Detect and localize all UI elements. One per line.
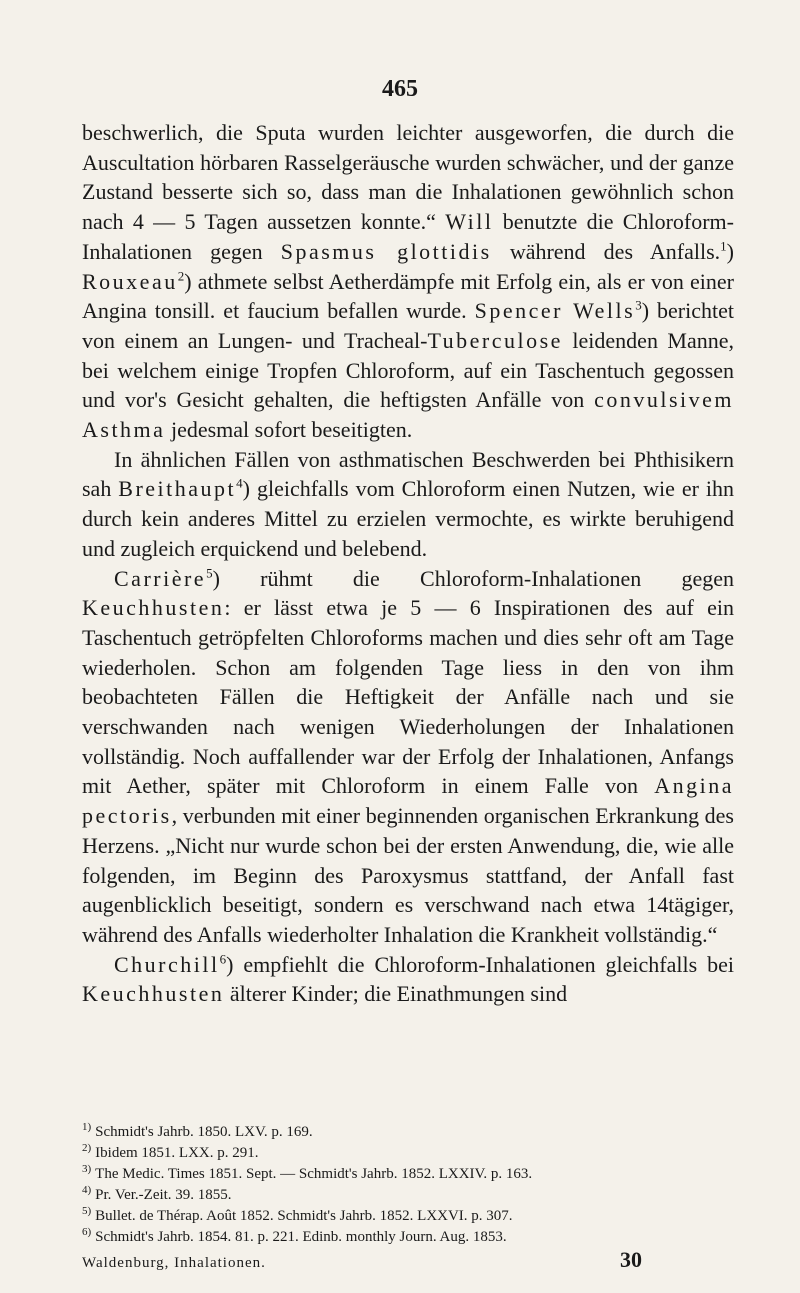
- emphasized-name: Tuberculose: [427, 327, 563, 353]
- text-run: rühmt die Chloroform-Inhalationen gegen: [219, 565, 734, 591]
- footnote-mark: 1): [82, 1122, 92, 1133]
- footnote-mark: 4): [82, 1185, 92, 1196]
- text-run: empfiehlt die Chloroform-Inhalationen gleichfalls bei: [233, 951, 734, 977]
- emphasized-name: Churchill: [114, 951, 220, 977]
- signature-row: [82, 1249, 734, 1274]
- printer-signature: Waldenburg, Inhalationen.: [82, 1255, 266, 1271]
- footnote: [82, 1143, 734, 1164]
- text-run: , verbunden mit einer beginnenden organischen Erkrankung des Herzens. „Nicht nur wurde schon bei der ersten Anwendung, die, wie alle folgenden, im Beginn des Paroxysmus stattfand, der Anfall fast augenblicklich beseitigt, sondern es verschwand nach etwa 14tägiger, während des Anfalls wiederholter Inhalation die Krankheit vollständig.“: [82, 803, 734, 947]
- text-run: : er lässt etwa je 5 — 6 Inspirationen des auf ein Taschentuch getröpfelten Chloroforms machen und dies sehr oft am Tage wiederholen. Schon am folgenden Tage liess in den von ihm beobachteten Fällen die Heftigkeit der Anfälle nach und sie verschwanden nach wenigen Wiederholungen der Inhalationen vollständig. Noch auffallender war der Erfolg der Inhalationen, Anfangs mit Aether, später mit Chloroform in einem Falle von: [82, 595, 734, 799]
- footnote: [82, 1227, 734, 1248]
- emphasized-name: Keuchhusten: [82, 981, 225, 1007]
- emphasized-name: Breithaupt: [118, 476, 237, 502]
- paragraph: In ähnlichen Fällen von asthmatischen Beschwerden bei Phthisikern sah Breithaupt$^4$) gleichfalls vom Chloroform einen Nutzen, wie er ihn durch kein anderes Mittel zu erzielen vermochte, es wirkte beruhigend und zugleich erquickend und belebend.: [82, 446, 734, 561]
- footnote-text: Ibidem 1851. LXX. p. 291.: [95, 1145, 259, 1161]
- text-run: benutzte die Chloroform-Inhalationen gegen: [82, 209, 734, 264]
- emphasized-name: Will: [445, 209, 494, 235]
- footnote-ref: 1: [720, 238, 727, 254]
- footnote: [82, 1206, 734, 1227]
- footnote: [82, 1164, 734, 1185]
- footnote-text: The Medic. Times 1851. Sept. — Schmidt's Jahrb. 1852. LXXIV. p. 163.: [95, 1166, 533, 1182]
- text-run: jedesmal sofort beseitigten.: [165, 417, 413, 443]
- signature-number: 30: [620, 1247, 642, 1272]
- footnote-ref: 2: [177, 268, 185, 284]
- footnote-ref: 4: [236, 476, 243, 492]
- paragraph: beschwerlich, die Sputa wurden leichter ausgeworfen, die durch die Auscultation hörbaren Rasselgeräusche wurden schwächer, und der ganze Zustand besserte sich so, dass man die Inhalationen gewöhnlich schon nach 4 — 5 Tagen aussetzen konnte.“ Will benutzte die Chloroform-Inhalationen gegen Spasmus glottidis während des Anfalls.$^1$) Rouxeau$^2$) athmete selbst Aetherdämpfe mit Erfolg ein, als er von einer Angina tonsill. et faucium befallen wurde. Spencer Wells$^3$) berichtet von einem an Lungen- und Tracheal-Tuberculose leidenden Manne, bei welchem einige Tropfen Chloroform, auf ein Taschentuch gegossen und vor's Gesicht gehalten, die heftigsten Anfälle von convulsivem Asthma jedesmal sofort beseitigten.: [82, 120, 734, 443]
- text-run: gleichfalls vom Chloroform einen Nutzen, wie er ihn durch kein anderes Mittel zu erzielen vermochte, es wirkte beruhigend und zugleich erquickend und belebend.: [82, 476, 734, 561]
- footnote: [82, 1122, 734, 1143]
- footnotes: [82, 1122, 734, 1274]
- footnote-text: Schmidt's Jahrb. 1850. LXV. p. 169.: [95, 1124, 313, 1140]
- footnote-text: Bullet. de Thérap. Août 1852. Schmidt's Jahrb. 1852. LXXVI. p. 307.: [95, 1208, 513, 1224]
- text-run: während des Anfalls.: [491, 238, 721, 264]
- footnote-mark: 3): [82, 1164, 92, 1175]
- emphasized-name: Spasmus glottidis: [280, 238, 492, 264]
- footnote: [82, 1185, 734, 1206]
- footnote-ref: 5: [206, 565, 213, 581]
- text-run: leidenden Manne, bei welchem einige Tropfen Chloroform, auf ein Taschentuch gegossen und vor's Gesicht gehalten, die heftigsten Anfälle von: [82, 327, 734, 413]
- text-run: berichtet von einem an Lungen- und Tracheal-: [82, 298, 734, 353]
- footnote-ref: 3: [635, 297, 642, 313]
- footnote-mark: 2): [82, 1143, 92, 1154]
- footnote-ref: 6: [219, 951, 227, 967]
- paragraph: Carrière$^5$) rühmt die Chloroform-Inhalationen gegen Keuchhusten: er lässt etwa je 5 — 6 Inspirationen des auf ein Taschentuch getröpfelten Chloroforms machen und dies sehr oft am Tage wiederholen. Schon am folgenden Tage liess in den von ihm beobachteten Fällen die Heftigkeit der Anfälle nach und sie verschwanden nach wenigen Wiederholungen der Inhalationen vollständig. Noch auffallender war der Erfolg der Inhalationen, Anfangs mit Aether, später mit Chloroform in einem Falle von Angina pectoris, verbunden mit einer beginnenden organischen Erkrankung des Herzens. „Nicht nur wurde schon bei der ersten Anwendung, die, wie alle folgenden, im Beginn des Paroxysmus stattfand, der Anfall fast augenblicklich beseitigt, sondern es verschwand nach etwa 14tägiger, während des Anfalls wiederholter Inhalation die Krankheit vollständig.“: [82, 565, 734, 947]
- text-run: athmete selbst Aetherdämpfe mit Erfolg ein, als er von einer Angina tonsill. et faucium befallen wurde.: [82, 268, 734, 324]
- footnote-mark: 6): [82, 1227, 92, 1238]
- page-number: 465: [382, 76, 418, 102]
- emphasized-name: Spencer Wells: [474, 298, 636, 324]
- body-text: [82, 118, 734, 1009]
- emphasized-name: Angina pectoris: [82, 773, 734, 829]
- text-run: älterer Kinder; die Einathmungen sind: [224, 981, 568, 1007]
- emphasized-name: convulsivem Asthma: [82, 387, 734, 443]
- footnote-text: Schmidt's Jahrb. 1854. 81. p. 221. Edinb. monthly Journ. Aug. 1853.: [95, 1229, 507, 1245]
- emphasized-name: Keuchhusten: [82, 595, 225, 621]
- text-run: beschwerlich, die Sputa wurden leichter ausgeworfen, die durch die Auscultation hörbaren Rasselgeräusche wurden schwächer, und der ganze Zustand besserte sich so, dass man die Inhalationen gewöhnlich schon nach 4 — 5 Tagen aussetzen konnte.“: [82, 120, 734, 235]
- text-run: In ähnlichen Fällen von asthmatischen Beschwerden bei Phthisikern sah: [82, 446, 734, 502]
- paragraph: Churchill$^6$) empfiehlt die Chloroform-Inhalationen gleichfalls bei Keuchhusten älterer Kinder; die Einathmungen sind: [82, 951, 734, 1007]
- emphasized-name: Carrière: [114, 565, 207, 591]
- footnote-text: Pr. Ver.-Zeit. 39. 1855.: [95, 1187, 232, 1203]
- footnote-mark: 5): [82, 1206, 92, 1217]
- emphasized-name: Rouxeau: [82, 268, 178, 294]
